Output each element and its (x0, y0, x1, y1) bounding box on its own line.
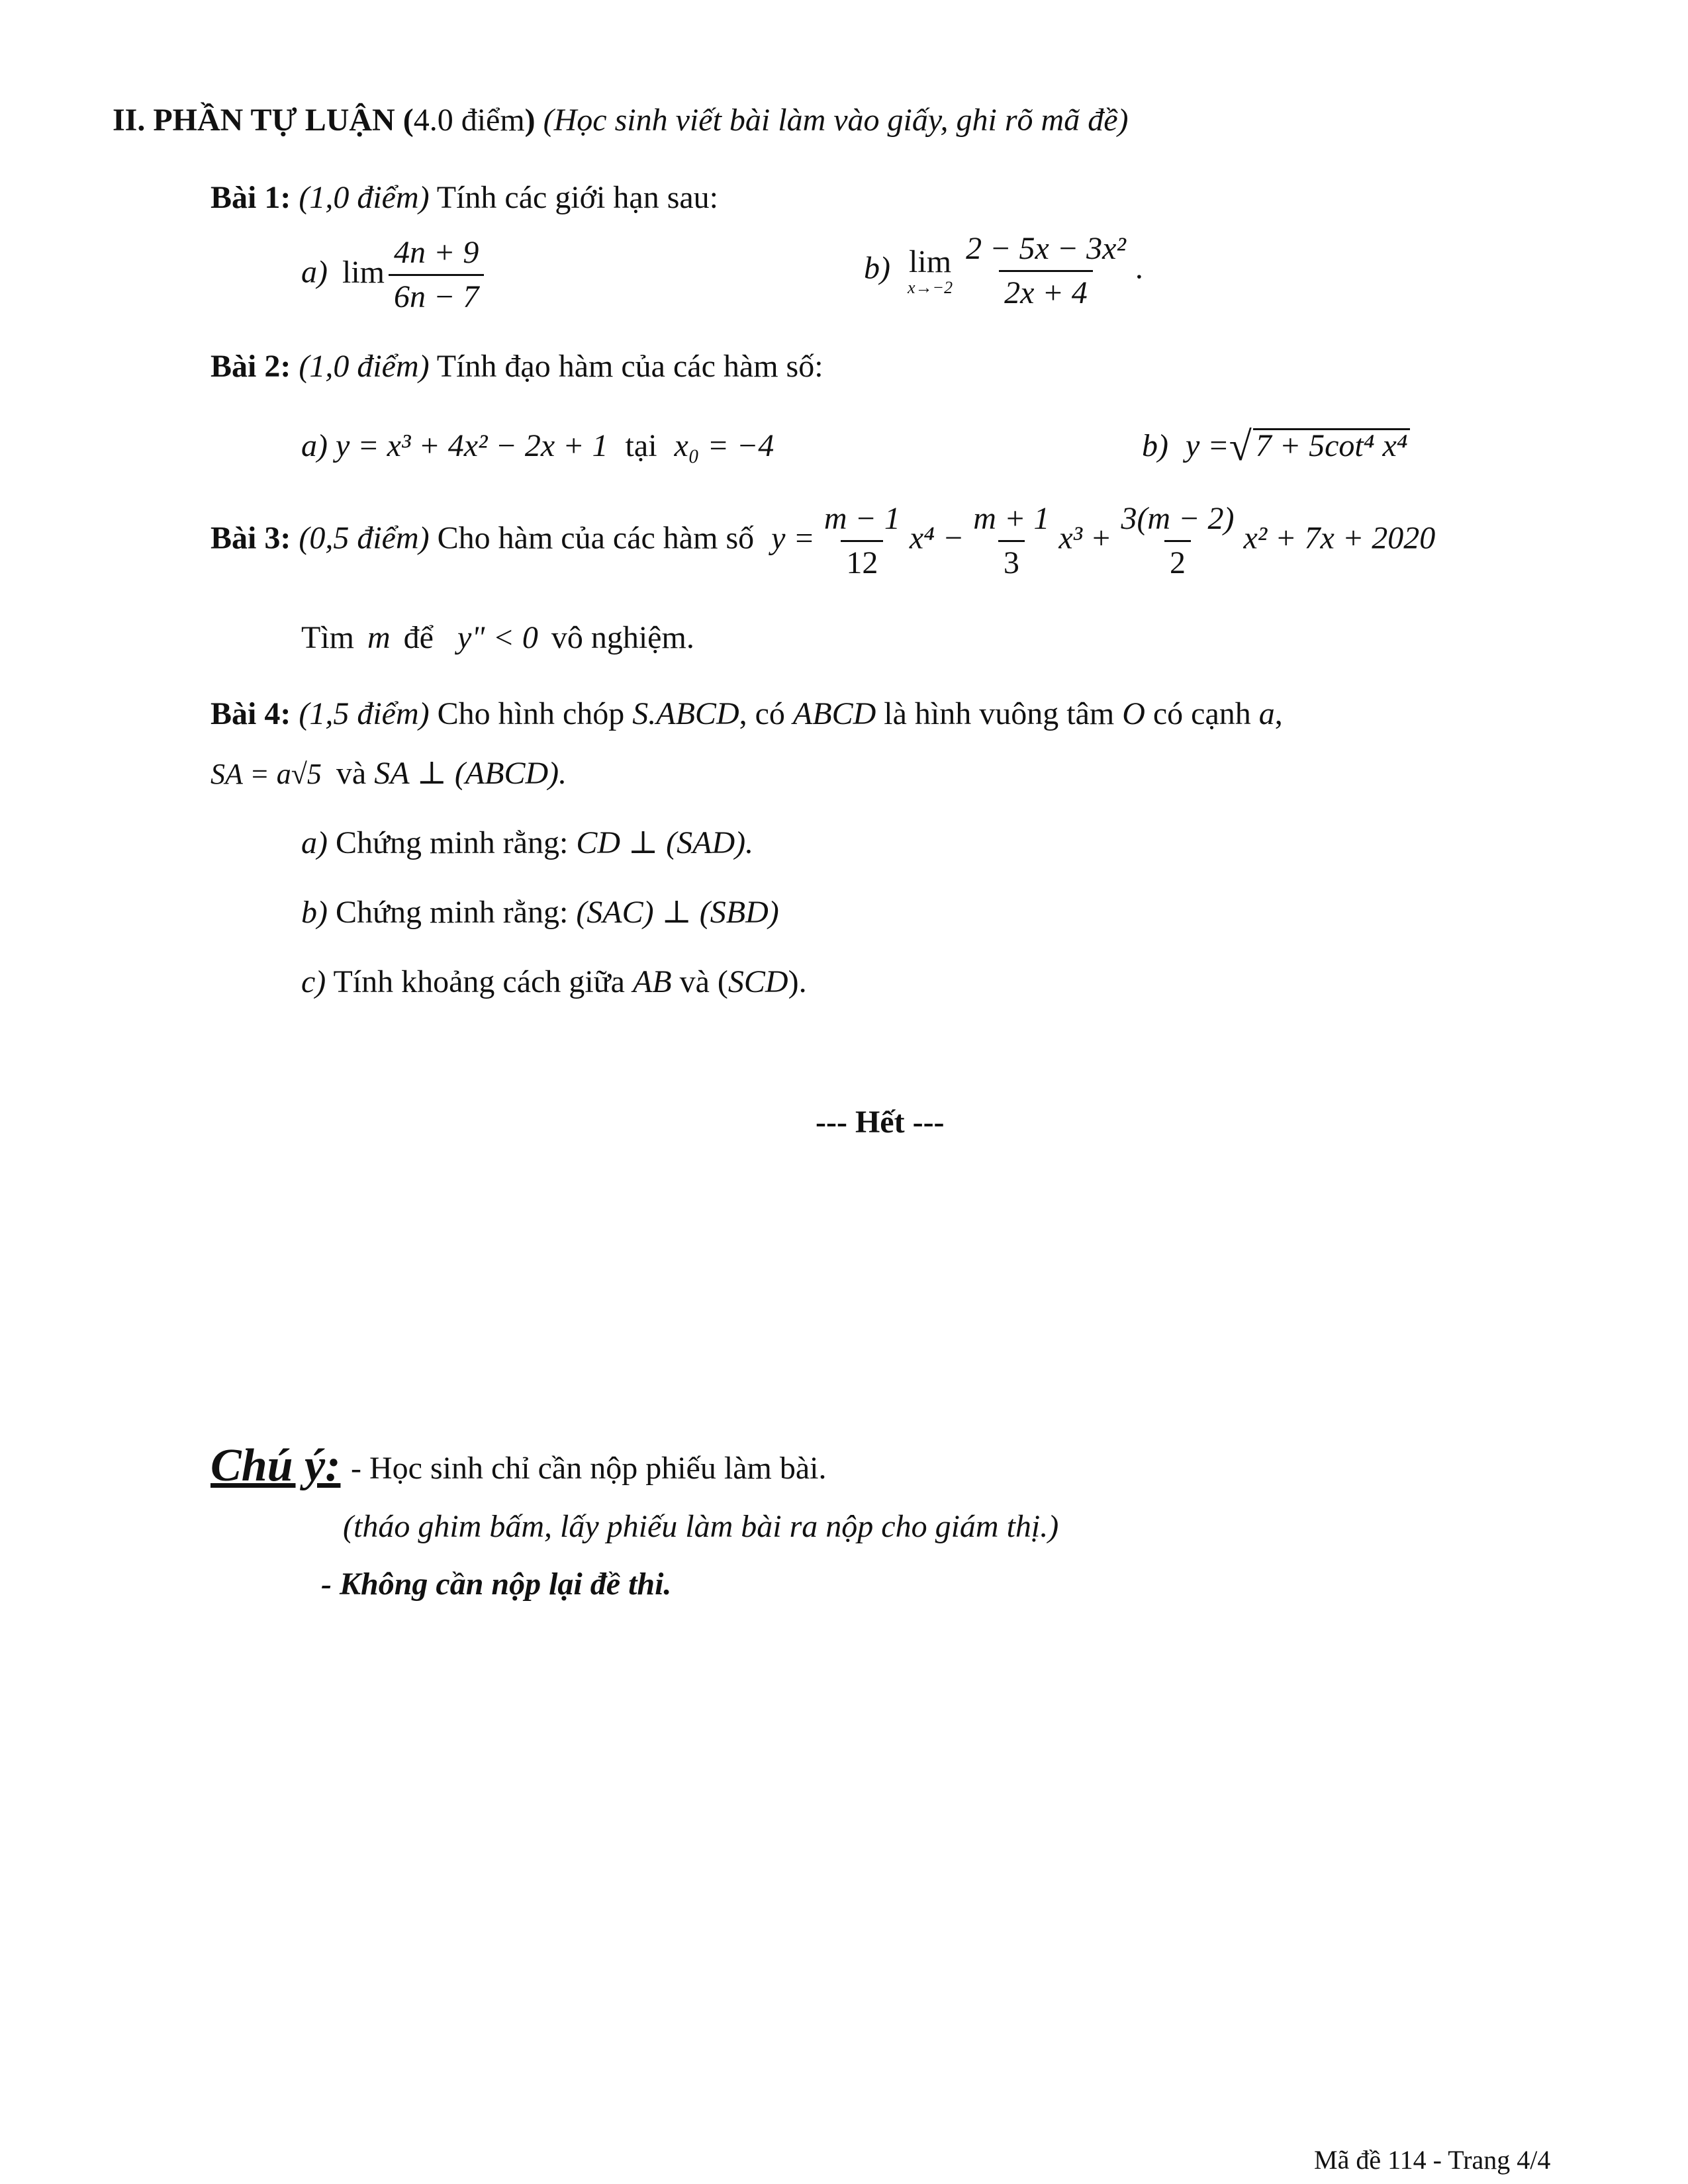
bai4-t2: , có (739, 696, 785, 731)
page-footer: Mã đề 114 - Trang 4/4 (1314, 2145, 1551, 2175)
note-line-2: (tháo ghim bấm, lấy phiếu làm bài ra nộp cho giám thị.) (343, 1509, 1059, 1544)
note-title-text: Chú ý: (211, 1440, 341, 1491)
bai2-b-expr: 7 + 5cot⁴ x⁴ (1253, 428, 1411, 462)
bai1-a-denominator: 6n − 7 (389, 274, 484, 313)
bai4-line2 (211, 758, 567, 790)
bai2-a-expr: y = x³ + 4x² − 2x + 1 (335, 428, 608, 463)
bai3-y: y = (771, 520, 815, 556)
bai2-a-point: x₀ = −4 (674, 428, 774, 463)
bai4-t1: Cho hình chóp (437, 696, 625, 731)
bai1-b-label: b) (864, 250, 890, 286)
bai3-label: Bài 3: (211, 520, 291, 556)
section-points: 4.0 điểm (413, 103, 525, 138)
bai1-b-lim: lim (909, 244, 952, 279)
bai3-points: (0,5 điểm) (299, 520, 430, 556)
bai1-a-numerator: 4n + 9 (394, 235, 479, 270)
bai1-part-a (301, 237, 488, 313)
bai4-question-a (301, 827, 753, 859)
bai4-qc-scd: SCD (727, 964, 788, 999)
section-header (113, 105, 1129, 136)
bai4-qb-expr: (SAC) ⊥ (SBD) (576, 895, 779, 930)
bai4-qa-expr: CD ⊥ (SAD). (576, 825, 754, 860)
bai3-text: Cho hàm của các hàm số (437, 520, 755, 556)
bai3-term-1: x⁴ − (909, 520, 964, 556)
bai3-heading (211, 503, 1435, 579)
bai4-question-b (301, 897, 779, 929)
bai1-b-limit (908, 246, 953, 296)
bai4-qb-text: Chứng minh rằng: (335, 895, 569, 930)
bai3-find-line (301, 622, 694, 654)
bai4-qb-label: b) (301, 895, 328, 930)
bai4-va: và (336, 756, 367, 791)
bai2-a-tai: tại (625, 428, 657, 463)
bai4-qc-text2: và ( (679, 964, 728, 999)
bai1-a-fraction (389, 237, 484, 313)
bai4-qc-text1: Tính khoảng cách giữa (333, 964, 625, 999)
bai4-t4: có cạnh (1152, 696, 1251, 731)
bai1-a-lim: lim (342, 254, 385, 290)
bai1-text: Tính các giới hạn sau: (436, 180, 719, 215)
bai1-part-b (864, 233, 1143, 309)
section-close: ) (524, 103, 536, 138)
bai1-b-lim-sub: x→−2 (907, 277, 953, 297)
note-title (211, 1439, 340, 1492)
bai3-f1-den: 12 (841, 540, 883, 579)
bai3-f1-num: m − 1 (823, 501, 900, 536)
bai3-find-de: để (403, 620, 434, 655)
bai4-qc-text3: ). (788, 964, 807, 999)
bai3-f3-num: 3(m − 2) (1121, 501, 1235, 536)
bai3-term-2: x³ + (1058, 520, 1112, 556)
bai4-sa-value: SA = a√5 (211, 758, 322, 790)
bai3-find-m: m (367, 620, 391, 655)
bai4-sa-perp: SA ⊥ (ABCD). (374, 756, 567, 791)
bai4-qc-ab: AB (632, 964, 672, 999)
bai2-a-label: a) (301, 428, 328, 463)
bai2-part-b (1142, 426, 1410, 467)
bai4-heading (211, 698, 1283, 730)
bai3-f2-num: m + 1 (973, 501, 1050, 536)
bai1-b-numerator: 2 − 5x − 3x² (966, 231, 1126, 266)
bai4-t3: là hình vuông tâm (884, 696, 1115, 731)
bai3-fraction-1 (819, 503, 906, 579)
sqrt-icon: √ (1229, 424, 1252, 469)
bai3-find-suffix: vô nghiệm. (551, 620, 694, 655)
bai1-b-denominator: 2x + 4 (999, 270, 1093, 309)
bai3-find-prefix: Tìm (301, 620, 354, 655)
bai3-fraction-2 (968, 503, 1055, 579)
bai2-label: Bài 2: (211, 349, 291, 384)
bai4-a: a (1258, 696, 1275, 731)
note-line-1: - Học sinh chỉ cần nộp phiếu làm bài. (351, 1451, 827, 1486)
bai4-abcd: ABCD (792, 696, 876, 731)
bai4-question-c (301, 966, 807, 998)
bai1-b-fraction (961, 233, 1131, 309)
bai1-b-end: . (1135, 250, 1143, 286)
note-line-3: - Không cần nộp lại đề thi. (321, 1567, 672, 1602)
bai3-f2-den: 3 (998, 540, 1025, 579)
bai4-qa-label: a) (301, 825, 328, 860)
bai3-find-cond: y" < 0 (457, 620, 538, 655)
bai4-points: (1,5 điểm) (299, 696, 430, 731)
section-instruction: (Học sinh viết bài làm vào giấy, ghi rõ mã đề) (543, 103, 1129, 138)
bai2-part-a (301, 430, 774, 462)
bai4-t5: , (1274, 696, 1283, 731)
bai4-qc-label: c) (301, 964, 326, 999)
bai4-o: O (1122, 696, 1145, 731)
bai3-f3-den: 2 (1164, 540, 1191, 579)
bai3-fraction-3 (1115, 503, 1239, 579)
bai2-b-label: b) (1142, 428, 1168, 463)
section-title: II. PHẦN TỰ LUẬN ( (113, 103, 414, 138)
bai2-heading (211, 351, 823, 383)
bai4-qa-text: Chứng minh rằng: (335, 825, 569, 860)
bai1-heading (211, 182, 718, 214)
bai2-text: Tính đạo hàm của các hàm số: (436, 349, 823, 384)
bai2-b-y: y = (1185, 428, 1229, 463)
bai1-label: Bài 1: (211, 180, 291, 215)
bai2-points: (1,0 điểm) (299, 349, 430, 384)
end-mark: --- Hết --- (816, 1105, 945, 1140)
bai3-term-3: x² + 7x + 2020 (1243, 520, 1436, 556)
bai4-label: Bài 4: (211, 696, 291, 731)
bai1-points: (1,0 điểm) (299, 180, 430, 215)
bai4-sabcd: S.ABCD (632, 696, 739, 731)
bai1-a-label: a) (301, 254, 328, 290)
